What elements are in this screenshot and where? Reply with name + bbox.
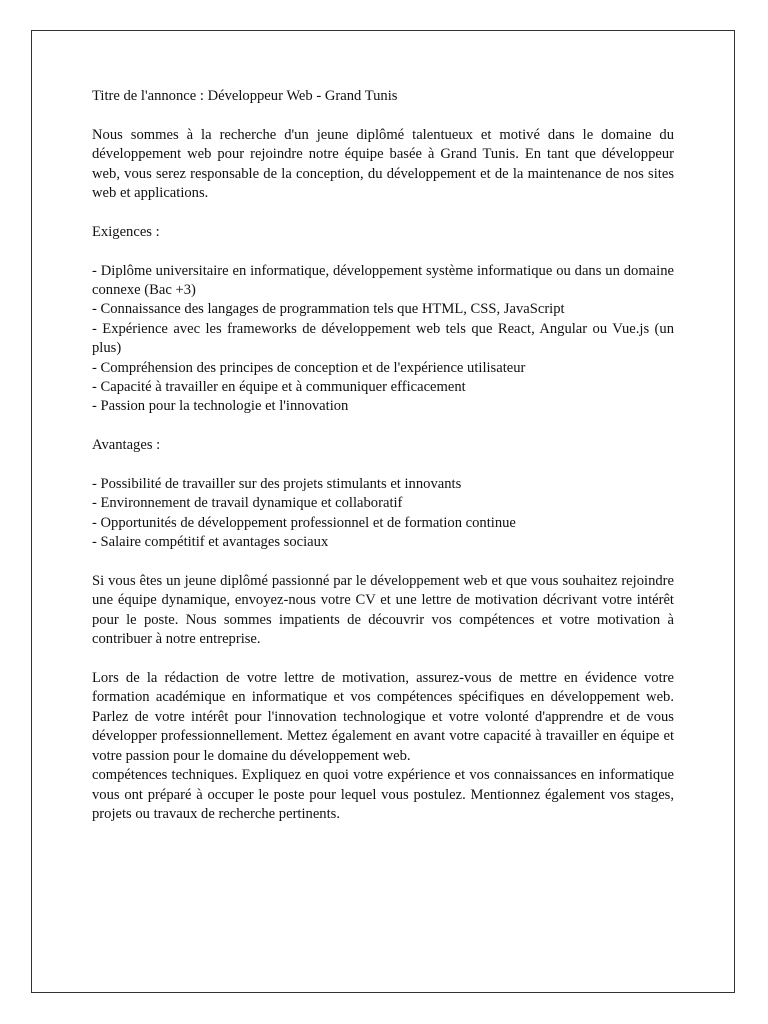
- document-body: [92, 87, 674, 824]
- list-item: - Capacité à travailler en équipe et à communiquer efficacement: [92, 379, 466, 396]
- letter-advice-paragraph: Lors de la rédaction de votre lettre de motivation, assurez-vous de mettre en évidence votre formation académique en informatique et vos compétences spécifiques en développement web. Parlez de votre intérêt pour l'innovation technologique et votre volonté d'apprendre et de vous développer professionnellement. Mettez également en avant votre capacité à travailler en équipe et votre passion pour le domaine du développement web.: [92, 670, 674, 764]
- list-item: - Opportunités de développement professionnel et de formation continue: [92, 514, 516, 531]
- requirements-heading: Exigences :: [92, 223, 160, 240]
- letter-advice-continued: compétences techniques. Expliquez en quoi votre expérience et vos connaissances en informatique vous ont préparé à occuper le poste pour lequel vous postulez. Mentionnez également vos stages, projets ou travaux de recherche pertinents.: [92, 767, 674, 822]
- list-item: - Connaissance des langages de programmation tels que HTML, CSS, JavaScript: [92, 301, 565, 318]
- requirements-list: [92, 262, 674, 417]
- list-item: - Compréhension des principes de conception et de l'expérience utilisateur: [92, 359, 526, 376]
- intro-paragraph: Nous sommes à la recherche d'un jeune diplômé talentueux et motivé dans le domaine du développement web pour rejoindre notre équipe basée à Grand Tunis. En tant que développeur web, vous serez responsable de la conception, du développement et de la maintenance de nos sites web et applications.: [92, 126, 674, 202]
- list-item: - Salaire compétitif et avantages sociaux: [92, 534, 329, 551]
- list-item: - Passion pour la technologie et l'innovation: [92, 398, 349, 415]
- benefits-list: [92, 475, 674, 553]
- closing-paragraph: Si vous êtes un jeune diplômé passionné par le développement web et que vous souhaitez rejoindre une équipe dynamique, envoyez-nous votre CV et une lettre de motivation décrivant votre intérêt pour le poste. Nous sommes impatients de découvrir vos compétences et votre motivation à contribuer à notre entreprise.: [92, 573, 674, 648]
- job-title: Titre de l'annonce : Développeur Web - Grand Tunis: [92, 88, 398, 104]
- list-item: - Possibilité de travailler sur des projets stimulants et innovants: [92, 476, 462, 493]
- list-item: - Expérience avec les frameworks de développement web tels que React, Angular ou Vue.js (un plus): [92, 320, 674, 357]
- list-item: - Diplôme universitaire en informatique, développement système informatique ou dans un domaine connexe (Bac +3): [92, 262, 674, 299]
- benefits-heading: Avantages :: [92, 437, 161, 454]
- list-item: - Environnement de travail dynamique et collaboratif: [92, 495, 403, 512]
